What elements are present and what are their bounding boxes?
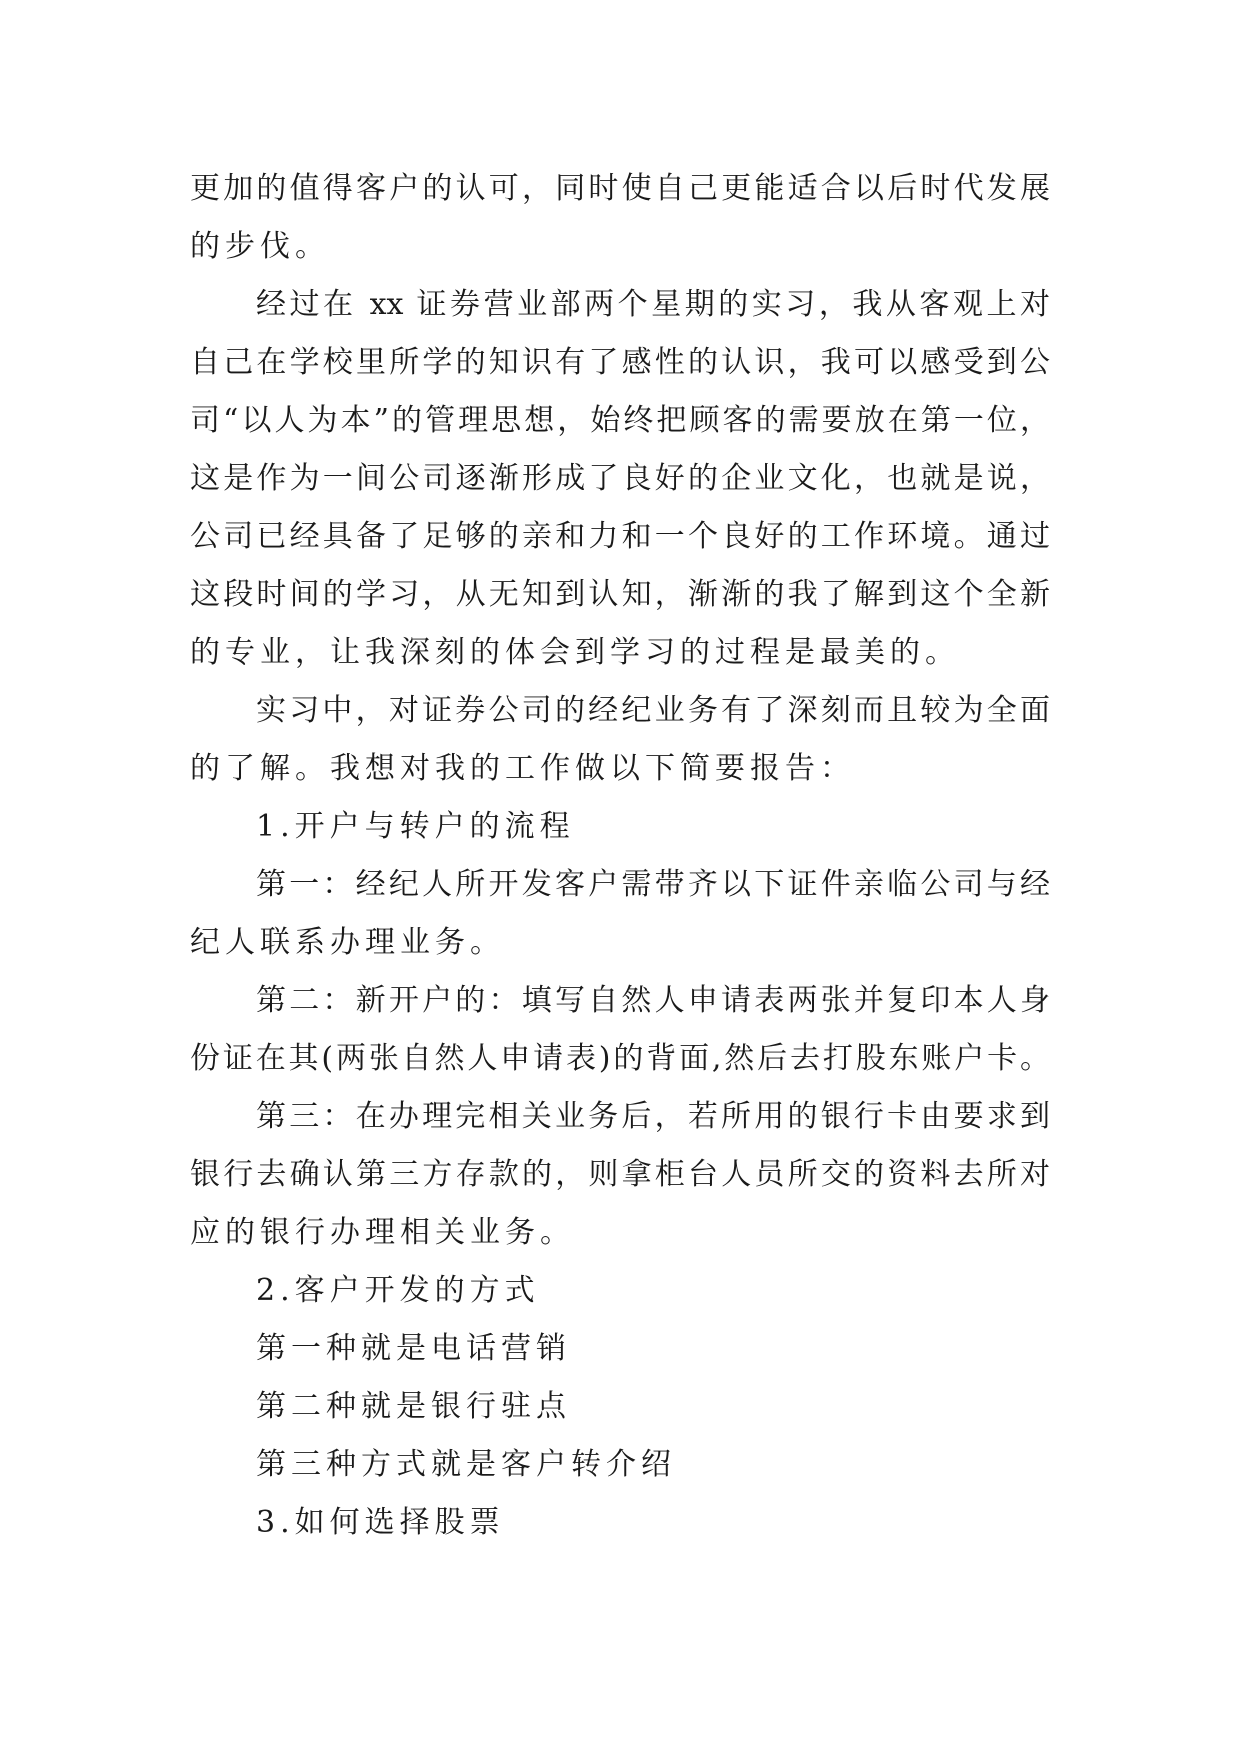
text-line: 的步伐。 [190,229,330,264]
text-line: 自己在学校里所学的知识有了感性的认识，我可以感受到公 [190,345,1050,380]
text-line: 这是作为一间公司逐渐形成了良好的企业文化，也就是说， [190,461,1050,496]
text-line: 第二：新开户的：填写自然人申请表两张并复印本人身 [256,983,1050,1018]
text-line: 这段时间的学习，从无知到认知，渐渐的我了解到这个全新 [190,577,1050,612]
section-heading: 2.客户开发的方式 [256,1273,540,1308]
list-item: 第三种方式就是客户转介绍 [256,1447,676,1482]
text-line: 应的银行办理相关业务。 [190,1215,575,1250]
text-line: 实习中，对证券公司的经纪业务有了深刻而且较为全面 [256,693,1050,728]
text-line: 更加的值得客户的认可，同时使自己更能适合以后时代发展 [190,171,1050,206]
text-line: 第三：在办理完相关业务后，若所用的银行卡由要求到 [256,1099,1050,1134]
list-item: 第一种就是电话营销 [256,1331,571,1366]
text-line: 份证在其(两张自然人申请表)的背面,然后去打股东账户卡。 [190,1041,1050,1076]
section-heading: 3.如何选择股票 [256,1505,505,1540]
text-line: 司“以人为本”的管理思想，始终把顾客的需要放在第一位， [190,403,1050,438]
list-item: 第二种就是银行驻点 [256,1389,571,1424]
text-line: 的了解。我想对我的工作做以下简要报告： [190,751,855,786]
text-line: 银行去确认第三方存款的，则拿柜台人员所交的资料去所对 [190,1157,1050,1192]
text-line: 的专业，让我深刻的体会到学习的过程是最美的。 [190,635,960,670]
text-line: 第一：经纪人所开发客户需带齐以下证件亲临公司与经 [256,867,1050,902]
section-heading: 1.开户与转户的流程 [256,809,575,844]
document-body [190,160,1050,1552]
text-line: 经过在 xx 证券营业部两个星期的实习，我从客观上对 [256,287,1050,322]
text-line: 纪人联系办理业务。 [190,925,505,960]
text-line: 公司已经具备了足够的亲和力和一个良好的工作环境。通过 [190,519,1050,554]
